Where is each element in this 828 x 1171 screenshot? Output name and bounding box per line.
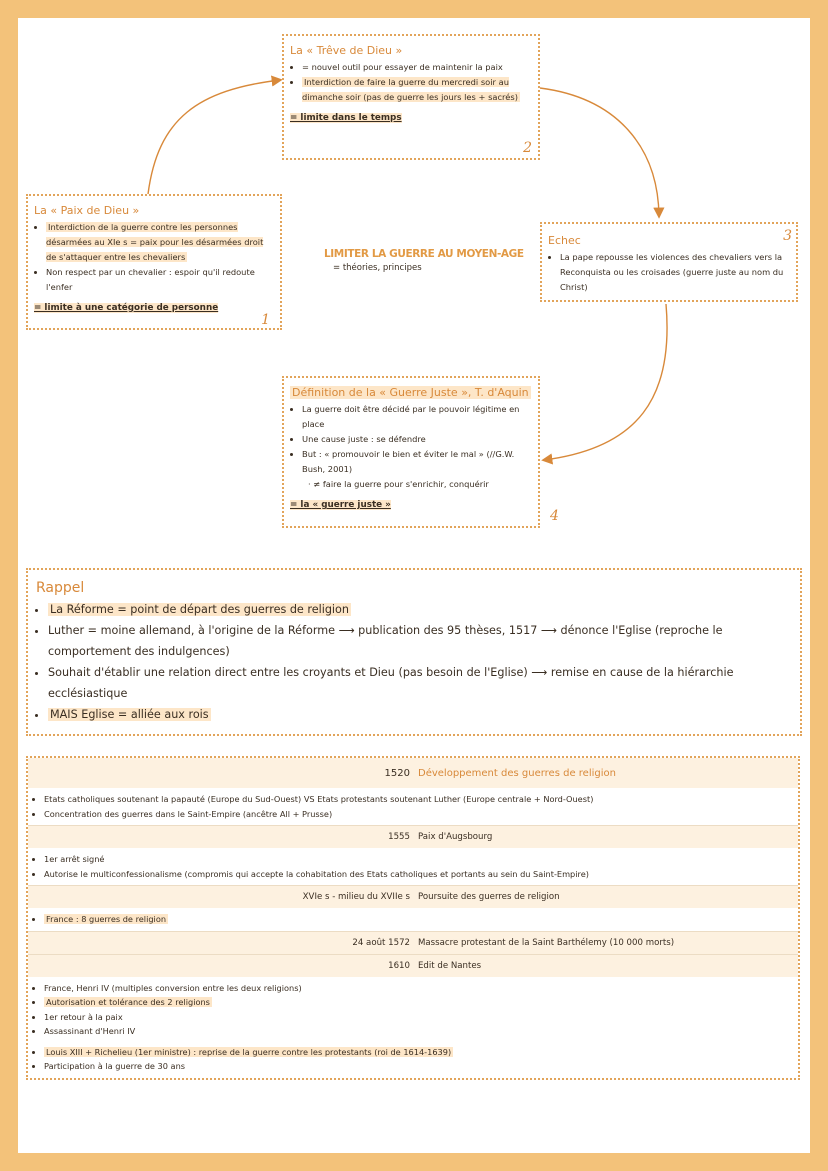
juste-number: 4 bbox=[550, 508, 559, 524]
timeline-item: • 1er arrêt signé bbox=[44, 852, 790, 867]
timeline-event: Développement des guerres de religion bbox=[418, 767, 616, 779]
paix-item: • Interdiction de la guerre contre les personnes désarmées au XIe s = paix pour les désarmées droit de s'attaquer entre les chevaliers bbox=[46, 220, 274, 265]
treve-item: • Interdiction de faire la guerre du mercredi soir au dimanche soir (pas de guerre les jours les + sacrés) bbox=[302, 75, 532, 105]
timeline-row bbox=[28, 758, 798, 788]
timeline-date: 24 août 1572 bbox=[352, 937, 410, 948]
center-subtitle: = théories, principes bbox=[333, 263, 422, 273]
timeline-date: 1555 bbox=[388, 832, 410, 842]
arrow-treve-to-echec bbox=[540, 88, 659, 216]
treve-conclusion: = limite dans le temps bbox=[290, 113, 402, 123]
timeline-event: Paix d'Augsbourg bbox=[418, 832, 493, 842]
timeline-row bbox=[28, 885, 798, 908]
arrow-paix-to-treve bbox=[148, 80, 280, 194]
juste-item: • La guerre doit être décidé par le pouvoir légitime en place bbox=[302, 402, 532, 432]
echec-box bbox=[540, 222, 798, 302]
juste-item: • Une cause juste : se défendre bbox=[302, 432, 532, 447]
treve-number: 2 bbox=[523, 140, 532, 156]
timeline-row bbox=[28, 825, 798, 848]
timeline-item: • Assassinant d'Henri IV bbox=[44, 1024, 790, 1039]
timeline-row bbox=[28, 931, 798, 954]
rappel-item: • La Réforme = point de départ des guerres de religion bbox=[48, 599, 792, 620]
timeline-event: Poursuite des guerres de religion bbox=[418, 892, 560, 902]
paix-conclusion: = limite à une catégorie de personne bbox=[34, 303, 219, 313]
timeline-item: • Participation à la guerre de 30 ans bbox=[44, 1059, 790, 1074]
page bbox=[18, 18, 810, 1153]
timeline-item: • Louis XIII + Richelieu (1er ministre) : reprise de la guerre contre les protestants (roi de 1614-1639) bbox=[44, 1045, 790, 1060]
echec-title: Echec bbox=[548, 234, 581, 247]
timeline-event: Massacre protestant de la Saint Barthélemy (10 000 morts) bbox=[418, 937, 675, 948]
paix-number: 1 bbox=[261, 312, 270, 328]
arrow-echec-to-juste bbox=[544, 304, 667, 460]
paix-title: La « Paix de Dieu » bbox=[34, 204, 140, 217]
rappel-title: Rappel bbox=[36, 580, 85, 596]
timeline-date: 1520 bbox=[384, 767, 410, 779]
juste-conclusion: = la « guerre juste » bbox=[290, 500, 391, 510]
timeline-item: • 1er retour à la paix bbox=[44, 1010, 790, 1025]
treve-box bbox=[282, 34, 540, 160]
timeline-event: Edit de Nantes bbox=[418, 960, 482, 971]
timeline-row bbox=[28, 954, 798, 977]
center-title: LIMITER LA GUERRE AU MOYEN-AGE bbox=[324, 248, 524, 260]
timeline-item: • France, Henri IV (multiples conversion entre les deux religions) bbox=[44, 981, 790, 996]
echec-number: 3 bbox=[783, 228, 792, 244]
timeline-item: • Autorise le multiconfessionalisme (compromis qui accepte la cohabitation des Etats catholiques et portants au sein du Saint-Empire) bbox=[44, 867, 790, 882]
paix-item: • Non respect par un chevalier : espoir qu'il redoute l'enfer bbox=[46, 265, 274, 295]
juste-box bbox=[282, 376, 540, 528]
juste-item: • But : « promouvoir le bien et éviter le mal » (//G.W. Bush, 2001) bbox=[302, 447, 532, 477]
rappel-item: • Luther = moine allemand, à l'origine de la Réforme ⟶ publication des 95 thèses, 1517 ⟶ dénonce l'Eglise (reproche le comportement des indulgences) bbox=[48, 620, 792, 662]
timeline-item: • Etats catholiques soutenant la papauté (Europe du Sud-Ouest) VS Etats protestants soutenant Luther (Europe centrale + Nord-Ouest) bbox=[44, 792, 790, 807]
echec-item: • La pape repousse les violences des chevaliers vers la Reconquista ou les croisades (guerre juste au nom du Christ) bbox=[560, 250, 790, 295]
timeline-date: XVIe s - milieu du XVIIe s bbox=[302, 892, 410, 902]
juste-subitem: · ≠ faire la guerre pour s'enrichir, conquérir bbox=[308, 479, 489, 489]
paix-box bbox=[26, 194, 282, 330]
treve-item: • = nouvel outil pour essayer de maintenir la paix bbox=[302, 60, 532, 75]
treve-title: La « Trêve de Dieu » bbox=[290, 44, 403, 57]
rappel-box bbox=[26, 568, 802, 736]
timeline-date: 1610 bbox=[388, 960, 410, 971]
timeline-item: • France : 8 guerres de religion bbox=[44, 912, 790, 927]
timeline bbox=[26, 756, 800, 1080]
rappel-item: • MAIS Eglise = alliée aux rois bbox=[48, 704, 792, 725]
timeline-item: • Concentration des guerres dans le Saint-Empire (ancêtre All + Prusse) bbox=[44, 807, 790, 822]
timeline-item: • Autorisation et tolérance des 2 religions bbox=[44, 995, 790, 1010]
rappel-item: • Souhait d'établir une relation direct entre les croyants et Dieu (pas besoin de l'Eglise) ⟶ remise en cause de la hiérarchie ecclésiastique bbox=[48, 662, 792, 704]
juste-title: Définition de la « Guerre Juste », T. d'Aquin bbox=[292, 386, 529, 399]
